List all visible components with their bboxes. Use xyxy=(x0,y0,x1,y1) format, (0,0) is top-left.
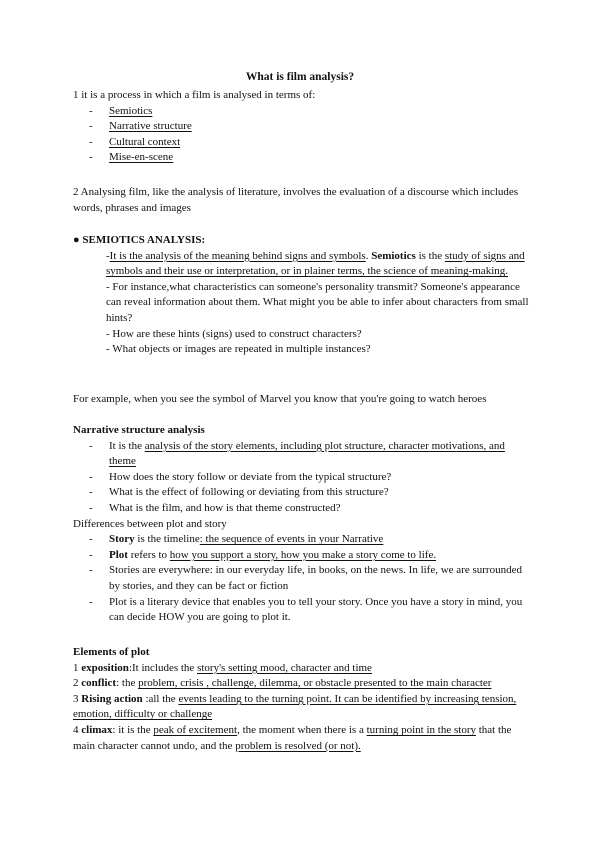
semiotics-line: - What objects or images are repeated in multiple instances? xyxy=(106,343,371,356)
semiotics-section xyxy=(73,233,533,358)
paragraph-2: 2 Analysing film, like the analysis of literature, involves the evaluation of a discourse which includes words, phrases and images xyxy=(73,186,519,214)
plot-story-list xyxy=(73,532,533,626)
list-item: - What is the effect of following or deviating from this structure? xyxy=(73,485,533,501)
list-item: - It is the analysis of the story elements, including plot structure, character motivations, and theme xyxy=(73,439,533,470)
element-rising-action: 3 Rising action :all the events leading to the turning point. It can be identified by increasing tension, emotion, difficulty or challenge xyxy=(73,692,517,721)
bullet-icon: ● xyxy=(73,234,80,246)
example-paragraph: For example, when you see the symbol of Marvel you know that you're going to watch heroes xyxy=(73,393,487,405)
semiotics-line: - How are these hints (signs) used to construct characters? xyxy=(106,327,362,340)
narrative-section xyxy=(73,423,533,626)
list-item: - Mise-en-scene xyxy=(73,150,533,166)
list-item: - How does the story follow or deviate from the typical structure? xyxy=(73,470,533,486)
differences-heading: Differences between plot and story xyxy=(73,517,227,530)
list-item: - Semiotics xyxy=(73,104,533,120)
narrative-list xyxy=(73,439,533,517)
elements-heading: Elements of plot xyxy=(73,646,150,658)
elements-section xyxy=(73,645,533,754)
list-item: - Stories are everywhere: in our everyday life, in books, on the news. In life, we are surrounded by stories, and they can be fact or fiction xyxy=(73,563,533,594)
element-climax: 4 climax: it is the peak of excitement, the moment when there is a turning point in the story that the main character cannot undo, and the problem is resolved (or not). xyxy=(73,723,512,752)
analysis-terms-list xyxy=(73,104,533,166)
list-item: - Plot is a literary device that enables you to tell your story. Once you have a story in mind, you can decide HOW you are going to plot it. xyxy=(73,595,533,626)
semiotics-line: - For instance,what characteristics can someone's personality transmit? Someone's appearance can reveal information about them. What might you be able to infer about characters from small hints? xyxy=(106,280,529,324)
element-exposition: 1 exposition:It includes the story's setting mood, character and time xyxy=(73,661,372,674)
list-item: - Narrative structure xyxy=(73,119,533,135)
semiotics-body xyxy=(73,249,533,358)
intro-section xyxy=(73,88,533,166)
list-item: - What is the film, and how is that theme constructed? xyxy=(73,501,533,517)
list-item: - Story is the timeline: the sequence of events in your Narrative xyxy=(73,532,533,548)
page-title: What is film analysis? xyxy=(245,71,355,83)
intro-line: 1 it is a process in which a film is analysed in terms of: xyxy=(73,89,316,101)
narrative-heading: Narrative structure analysis xyxy=(73,424,205,436)
semiotics-heading: ● SEMIOTICS ANALYSIS: xyxy=(73,234,206,246)
list-item: - Plot refers to how you support a story, how you make a story come to life. xyxy=(73,548,533,564)
list-item: - Cultural context xyxy=(73,135,533,151)
semiotics-definition: -It is the analysis of the meaning behind signs and symbols. Semiotics is the study of signs and symbols and their use or interpretation, or in plainer terms, the science of meaning-making. xyxy=(106,249,525,278)
element-conflict: 2 conflict: the problem, crisis , challenge, dilemma, or obstacle presented to the main character xyxy=(73,677,492,690)
